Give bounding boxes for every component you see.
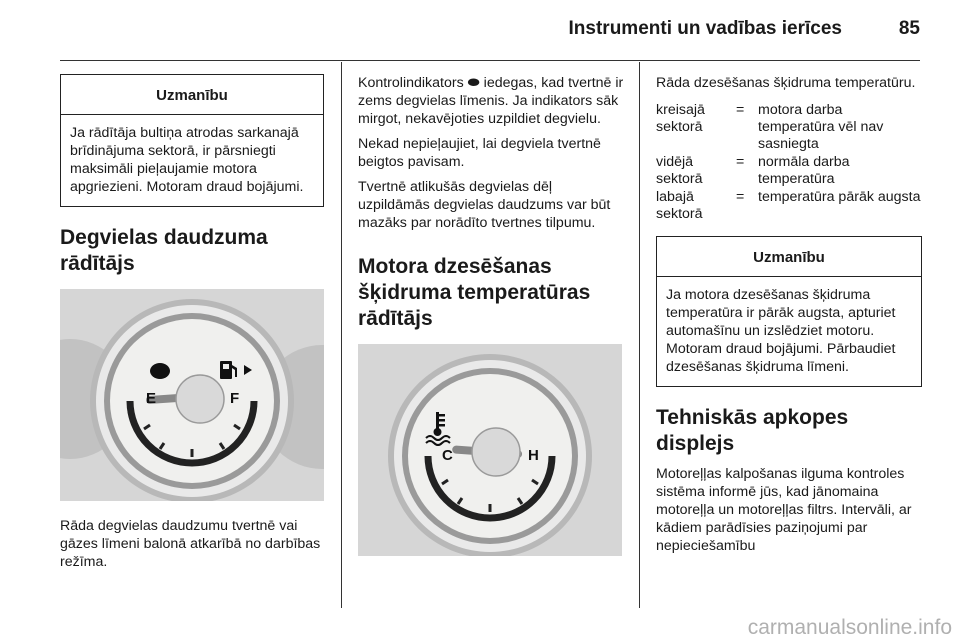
sector-key: labajā sektorā [656,189,703,222]
column-2 [358,74,626,572]
sector-key: kreisajā sektorā [656,102,705,135]
fuel-gauge-figure [60,289,324,501]
notice-text: Ja motora dzesēšanas šķidruma temperatūra ir pārāk augsta, apturiet automašīnu un izslēdziet motoru. Motoram draud bojājumi. Pārbaudiet dzesēšanas šķidruma līmeni. [666,287,896,375]
gauge-left-label: E [146,390,157,407]
page-header-title: Instrumenti un vadības ierīces [568,18,842,39]
warning-notice-coolant [656,236,922,387]
gauge-right-label: F [230,390,240,407]
sector-value: normāla darba temperatūra [758,154,850,187]
sector-value: temperatūra pārāk augsta [758,189,921,205]
coolant-intro: Rāda dzesēšanas šķidruma temperatūru. [656,75,916,91]
section-title-service-display: Tehniskās apkopes displejs [656,406,849,455]
gauge-right-label: H [528,447,539,464]
column-1 [60,74,324,578]
column-divider-2 [639,62,640,608]
sector-equals: = [736,102,745,118]
sector-value: motora darba temperatūra vēl nav sasniegta [758,102,884,152]
section-title-coolant-gauge: Motora dzesēšanas šķidruma temperatūras rādītājs [358,255,591,330]
table-row [656,154,922,189]
notice-title: Uzmanību [61,75,323,115]
fuel-gauge-caption: Rāda degvielas daudzumu tvertnē vai gāzes līmeni balonā atkarībā no darbības režīma. [60,518,321,570]
paragraph-refill-amount: Tvertnē atlikušās degvielas dēļ uzpildāmās degvielas daudzums var būt mazāks par norādīto tvertnes tilpumu. [358,179,611,231]
temperature-sector-table [656,102,922,224]
notice-title: Uzmanību [657,237,921,277]
page-number: 85 [898,18,920,39]
column-3 [656,74,922,562]
section-title-fuel-gauge: Degvielas daudzuma rādītājs [60,226,268,275]
sector-equals: = [736,189,745,205]
header-divider [60,60,920,61]
gauge-left-label: C [442,447,453,464]
sector-equals: = [736,154,745,170]
table-row [656,102,922,154]
table-row [656,189,922,224]
paragraph-never-run-out: Nekad nepieļaujiet, lai degviela tvertnē beigtos pavisam. [358,136,601,170]
watermark: carmanualsonline.info [747,616,952,639]
notice-text: Ja rādītāja bultiņa atrodas sarkanajā brīdinājuma sektorā, ir pārsniegti maksimāli pieļaujamie motora apgriezieni. Motoram draud bojājumi. [70,125,304,195]
sector-key: vidējā sektorā [656,154,703,187]
coolant-gauge-figure [358,344,622,556]
service-display-text: Motoreļļas kalpošanas ilguma kontroles sistēma informē jūs, kad jānomaina motoreļļa un motoreļļas filtrs. Intervāli, ar kādiem parādīsies paziņojumi par nepieciešamību [656,466,912,554]
paragraph-fuel-indicator: Kontrolindikators ⬬ iedegas, kad tvertnē ir zems degvielas līmenis. Ja indikators sāk mirgot, nekavējoties uzpildiet degvielu. [358,75,624,127]
column-divider-1 [341,62,342,608]
warning-notice-rpm [60,74,324,207]
